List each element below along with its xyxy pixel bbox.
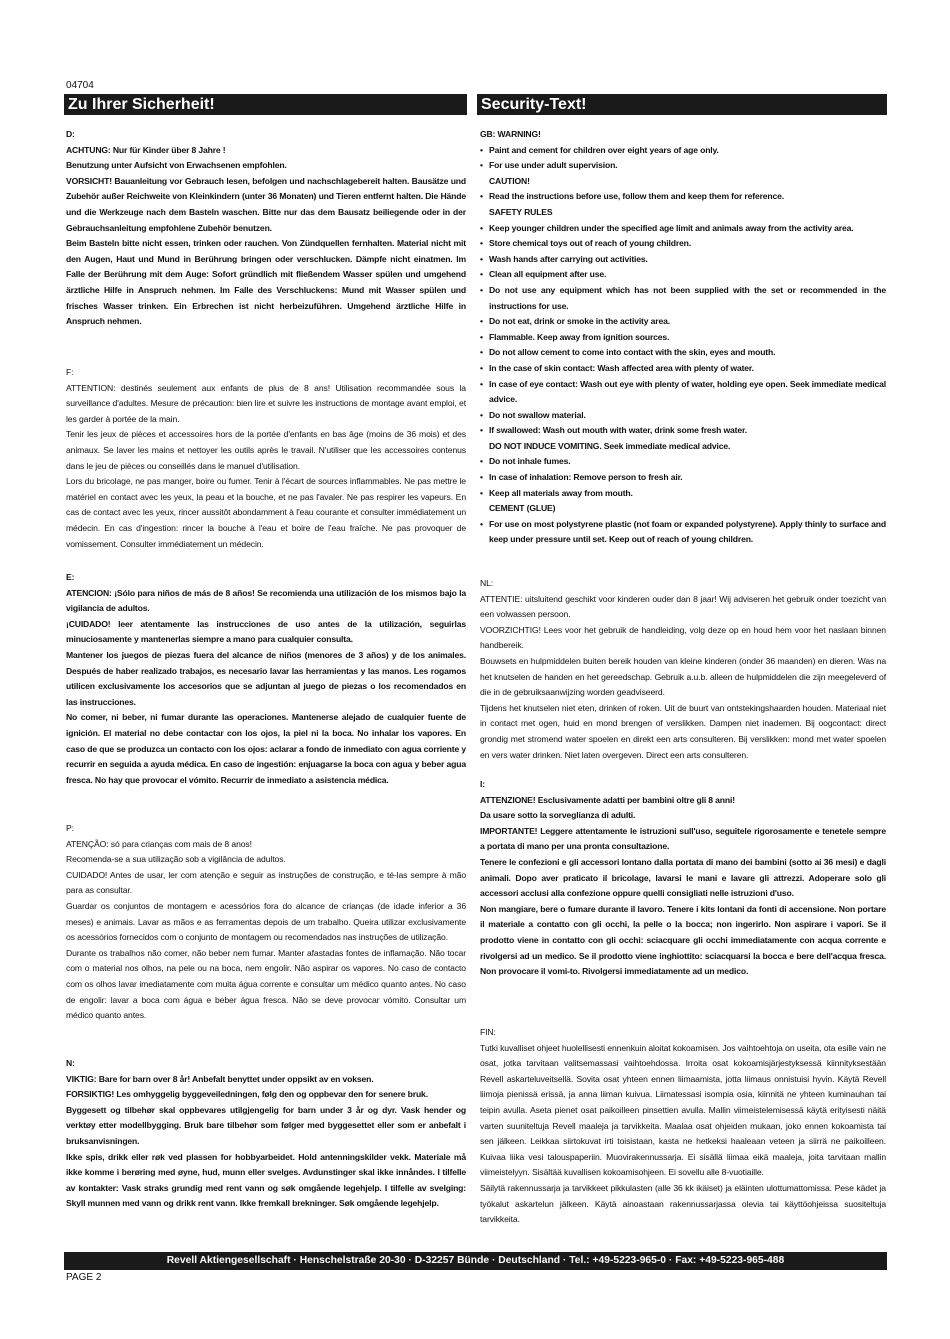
safety-rules-label: SAFETY RULES — [489, 206, 553, 217]
section-italian — [480, 777, 886, 980]
paragraph: Byggesett og tilbehør skal oppbevares utilgjengelig for barn under 3 år og dyr. Vask hender og verktøy etter modellbygging. Bruk bare tilbehør som følger med byggesettet eller som er anbefalt i bruksanvisningen. — [66, 1104, 466, 1146]
list-item: • In case of eye contact: Wash out eye with plenty of water, holding eye open. Seek immediate medical advice. — [480, 377, 886, 408]
section-label: P: — [66, 823, 74, 833]
list-item: • If swallowed: Wash out mouth with water, drink some fresh water. — [480, 423, 886, 439]
warning-list — [480, 143, 886, 174]
paragraph: Tenir les jeux de pièces et accessoires hors de la portée d'enfants en bas âge (moins de 36 mois) et des animaux. Se laver les mains et nettoyer les outils après le travail. N'utiliser que les accessoires contenus dans le jeu de pièces ou conseillés dans le manuel d'utilisation. — [66, 429, 466, 471]
section-label: FIN: — [480, 1027, 496, 1037]
paragraph: ATTENTION: destinés seulement aux enfants de plus de 8 ans! Utilisation recommandée sous la surveillance d'adultes. Mesure de précaution: bien lire et suivre les instructions de montage avant emploi, et les garder à portée de la main. — [66, 382, 466, 424]
paragraph: IMPORTANTE! Leggere attentamente le istruzioni sull'uso, seguitele rigorosamente e tenetele sempre a portata di mano per una pronta consultazione. — [480, 825, 886, 852]
list-item: • Do not allow cement to come into contact with the skin, eyes and mouth. — [480, 345, 886, 361]
section-dutch — [480, 576, 886, 763]
paragraph: Lors du bricolage, ne pas manger, boire ou fumer. Tenir à l'écart de sources inflammables. Ne pas mettre le matériel en contact avec les yeux, la peau et la bouche, et ne pas l'avaler. Ne pas respirer les vapeurs. En cas de contact avec les yeux, rincer aussitôt abondamment à l'eau courante et consulter immédiatement un médecin. En cas d'ingestion: rincer la bouche à l'eau et boire de l'eau fraîche. Ne pas provoquer de vomissement. Consulter immédiatement un médecin. — [66, 476, 466, 549]
list-item: • In the case of skin contact: Wash affected area with plenty of water. — [480, 361, 886, 377]
paragraph: No comer, ni beber, ni fumar durante las operaciones. Mantenerse alejado de cualquier fuente de ignición. El material no debe contactar con los ojos, la piel ni la boca. No inhalar los vapores. En caso de que se produzca un contacto con los ojos: aclarar a fondo de inmediato con agua corriente y recurrir en seguida a ayuda médica. En caso de ingestión: enjuagarse la boca con agua y beber agua fresca. No hay que provocar el vómito. Recurrir de inmediato a asistencia médica. — [66, 712, 466, 785]
paragraph: Non mangiare, bere o fumare durante il lavoro. Tenere i kits lontani da fonti di accensione. Non portare il materiale a contatto con gli occhi, la pelle o la bocca; non ingerirlo. Non aspirare i vapori. Se il prodotto viene in contatto con gli occhi: sciacquare gli occhi immediatamente con acqua corrente e rivolgersi ad un medico. Se il prodotto viene inghiottito: sciacquarsi la bocca e bere dell'acqua fresca. Non provocare il vomi-to. Rivolgersi immediatamente ad un medico. — [480, 903, 886, 977]
list-item: • Do not use any equipment which has not been supplied with the set or recommended in the instructions for use. — [480, 283, 886, 314]
paragraph: VOORZICHTIG! Lees voor het gebruik de handleiding, volg deze op en houd hem voor het naslaan binnen handbereik. — [480, 624, 886, 651]
paragraph: Tenere le confezioni e gli accessori lontano dalla portata di mano dei bambini (sotto ai 36 mesi) e dagli animali. Dopo aver praticato il bricolage, lavarsi le mani e lavare gli attrezzi. Adoperare solo gli accessori acclusi alla confezione oppure quelli consigliati nelle istruzioni d'uso. — [480, 856, 886, 899]
header-english-title: Security-Text! — [477, 94, 887, 115]
list-item: • Do not eat, drink or smoke in the activity area. — [480, 314, 886, 330]
page-number: PAGE 2 — [66, 1272, 102, 1283]
paragraph: ACHTUNG: Nur für Kinder über 8 Jahre ! — [66, 144, 226, 155]
document-code: 04704 — [66, 80, 94, 91]
list-item: • Do not inhale fumes. — [480, 454, 886, 470]
list-item: • Read the instructions before use, follow them and keep them for reference. — [480, 189, 886, 205]
list-item: • For use on most polystyrene plastic (not foam or expanded polystyrene). Apply thinly to surface and keep under pressure until set. Keep out of reach of young children. — [480, 517, 886, 548]
paragraph: Bouwsets en hulpmiddelen buiten bereik houden van kleine kinderen (onder 36 maanden) en dieren. Was na het knutselen de handen en het gereedschap. Gebruik a.u.b. alleen de hulpmiddelen die zijn meegeleverd of die in de gebruiksaanwijzing worden geadviseerd. — [480, 655, 886, 698]
paragraph: Ikke spis, drikk eller røk ved plassen for hobbyarbeidet. Hold antenningskilder vekk. Materiale må ikke komme i berøring med øyne, hud, munn eller svelges. Avdunstinger skal ikke innåndes. I tilfelle av kontakter: Vask straks grundig med rent vann og søk omgående legehjelp. I tilfelle av svelging: Skyll munnen med vann og drikk rent vann. Ikke fremkall brekninger. Søk omgående legehjelp. — [66, 1151, 466, 1209]
paragraph: ATTENTIE: uitsluitend geschikt voor kinderen ouder dan 8 jaar! Wij adviseren het gebruik onder toezicht van een volwassen persoon. — [480, 593, 886, 620]
section-english — [480, 127, 886, 548]
paragraph: Recomenda-se a sua utilização sob a vigilância de adultos. — [66, 854, 286, 865]
list-item: • Keep all materials away from mouth. — [480, 486, 886, 502]
section-label: N: — [66, 1058, 75, 1068]
header-german-title: Zu Ihrer Sicherheit! — [64, 94, 467, 115]
section-label: D: — [66, 129, 75, 139]
list-item: • Flammable. Keep away from ignition sources. — [480, 330, 886, 346]
paragraph: Mantener los juegos de piezas fuera del alcance de niños (menores de 3 años) y de los animales. Después de haber realizado trabajos, es necesario lavar las herramientas y las manos. Les rogamos utilicen exclusivamente los accesorios que se adjuntan al juego de piezas o los recomendados en las instrucciones. — [66, 649, 466, 707]
list-item: • For use under adult supervision. — [480, 158, 886, 174]
paragraph: CUIDADO! Antes de usar, ler com atenção e seguir as instruções de construção, e té-las sempre à mão para as consultar. — [66, 869, 466, 896]
section-german — [66, 127, 466, 330]
paragraph: Da usare sotto la sorveglianza di adulti. — [480, 810, 636, 821]
paragraph: Säilytä rakennussarja ja tarvikkeet pikkulasten (alle 36 kk ikäiset) ja eläinten ulottumattomissa. Pese kädet ja työkalut askartelun jälkeen. Käytä ainoastaan rakennussarjassa olevia tai käyttöohjeissa suositeltuja tarvikkeita. — [480, 1182, 886, 1225]
paragraph: VORSICHT! Bauanleitung vor Gebrauch lesen, befolgen und nachschlagebereit halten. Bausätze und Zubehör außer Reichweite von Kleinkindern (unter 36 Monaten) und Tieren entfernt halten. Die Hände und die Werkzeuge nach dem Basteln waschen. Bitte nur das dem Bausatz beiliegende oder in der Gebrauchsanleitung empfohlene Zubehör benutzen. — [66, 175, 466, 233]
paragraph: ATENÇÃO: só para crianças com mais de 8 anos! — [66, 838, 252, 849]
list-item: • Paint and cement for children over eight years of age only. — [480, 143, 886, 159]
paragraph: Benutzung unter Aufsicht von Erwachsenen empfohlen. — [66, 160, 287, 171]
cement-label: CEMENT (GLUE) — [489, 503, 556, 514]
caution-list — [480, 189, 886, 205]
section-label: NL: — [480, 578, 494, 588]
section-finnish — [480, 1025, 886, 1228]
section-portuguese — [66, 821, 466, 1024]
paragraph: ATTENZIONE! Esclusivamente adatti per bambini oltre gli 8 anni! — [480, 794, 735, 805]
paragraph: Durante os trabalhos não comer, não beber nem fumar. Manter afastadas fontes de inflamação. Não tocar com o material nos olhos, na pele ou na boca, nem engolir. Não aspirar os vapores. No caso de contacto com os olhos lavar imediatamente com muita água corrente e consultar um médico quanto antes. No caso de engolir: lavar a boca com água e beber água fresca. Não se deve provocar vómito. Consultar um médico quanto antes. — [66, 947, 466, 1021]
caution-label: CAUTION! — [489, 175, 530, 186]
paragraph: Guardar os conjuntos de montagem e acessórios fora do alcance de crianças (de idade inferior a 36 meses) e animais. Lavar as mãos e as ferramentas depois de um trabalho. Queira utilizar exclusivamente os acessórios fornecidos com o conjunto de montagem ou recomendados nas instruções de utilização. — [66, 900, 466, 943]
paragraph: FORSIKTIG! Les omhyggelig byggeveiledningen, følg den og oppbevar den for senere bruk. — [66, 1089, 428, 1100]
paragraph: Tutki kuvalliset ohjeet huolellisesti ennenkuin aloitat kokoamisen. Jos vaihtoehtoja on useita, ota esille vain ne osat, jotka tarvitaan valitsemassasi vaihtoehdossa. Irroita osat kokoamisjärjestyksessä kiinnityksestään Revell askarteluveitsellä. Sovita osat yhteen ennen liimaamista, jotta liimaus onnistuisi hyvin. Käytä Revell liimoja pienissä erissä, ja anna liiman kuivua. Liimatessasi isompia osia, kiinnitä ne yhteen kuminauhan tai teipin avulla. Aseta pienet osat paikoilleen pinsettien avulla. Mallin viimeistelemisessä käytä erityisesti näitä varten suuniteltuja Revell maaleja ja tarvikkeita. Maalaa osat ohjeiden mukaan, joko ennen kokoamista tai sen jälkeen. Leikkaa siirtokuvat irti toisistaan, kasta ne hetkeksi haaleaan veteen ja siirrä ne paikoilleen. Kuivaa liika vesi talouspaperiin. Muovirakennussarja. Ei sisällä liimaa eikä maaleja, joita tarvitaan mallin viimeistelyyn. Sisältää kuvallisen kokoamisohjeen. Ei sovellu alle 8-vuotiaille. — [480, 1042, 886, 1178]
paragraph: ATENCION: ¡Sólo para niños de más de 8 años! Se recomienda una utilización de los mismos bajo la vigilancia de adultos. — [66, 587, 466, 614]
list-item: • Store chemical toys out of reach of young children. — [480, 236, 886, 252]
no-vomit-warning: DO NOT INDUCE VOMITING. Seek immediate medical advice. — [489, 440, 731, 451]
section-norwegian — [66, 1056, 466, 1212]
safety-rules-list — [480, 221, 886, 439]
section-french — [66, 365, 466, 552]
paragraph: ¡CUIDADO! leer atentamente las instrucciones de uso antes de la utilización, seguirlas minuciosamente y mantenerlas siempre a mano para cualquier consulta. — [66, 618, 466, 645]
section-label: F: — [66, 367, 74, 377]
more-rules-list — [480, 454, 886, 501]
footer-address-bar: Revell Aktiengesellschaft · Henschelstraße 20-30 · D-32257 Bünde · Deutschland · Tel.: +49-5223-965-0 · Fax: +49-5223-965-488 — [64, 1252, 887, 1270]
section-label: E: — [66, 572, 75, 582]
paragraph: VIKTIG: Bare for barn over 8 år! Anbefalt benyttet under oppsikt av en voksen. — [66, 1073, 374, 1084]
paragraph: Tijdens het knutselen niet eten, drinken of roken. Uit de buurt van ontstekingshaarden houden. Materiaal niet in contact met ogen, huid en mond brengen of verslikken. Dampen niet inademen. Bij oogcontact: direct grondig met stromend water spoelen en direkt een arts consulteren. Bij verslikken: mond met water spoelen en vers water drinken. Niet laten overgeven. Direct een arts consulteren. — [480, 702, 886, 760]
section-spanish — [66, 570, 466, 788]
section-label: GB: WARNING! — [480, 129, 541, 139]
section-label: I: — [480, 779, 485, 789]
list-item: • Do not swallow material. — [480, 408, 886, 424]
list-item: • In case of inhalation: Remove person to fresh air. — [480, 470, 886, 486]
list-item: • Keep younger children under the specified age limit and animals away from the activity area. — [480, 221, 886, 237]
cement-list — [480, 517, 886, 548]
paragraph: Beim Basteln bitte nicht essen, trinken oder rauchen. Von Zündquellen fernhalten. Material nicht mit den Augen, Haut und Mund in Berührung bringen oder verschlucken. Dämpfe nicht einatmen. Im Falle der Berührung mit dem Auge: Sofort gründlich mit fließendem Wasser spülen und umgehend ärztliche Hilfe in Anspruch nehmen. Im Falle des Verschluckens: Mund mit Wasser spülen und frisches Wasser trinken. Ein Erbrechen ist nicht herbeizuführen. Umgehend ärztliche Hilfe in Anspruch nehmen. — [66, 238, 466, 327]
list-item: • Clean all equipment after use. — [480, 267, 886, 283]
list-item: • Wash hands after carrying out activities. — [480, 252, 886, 268]
